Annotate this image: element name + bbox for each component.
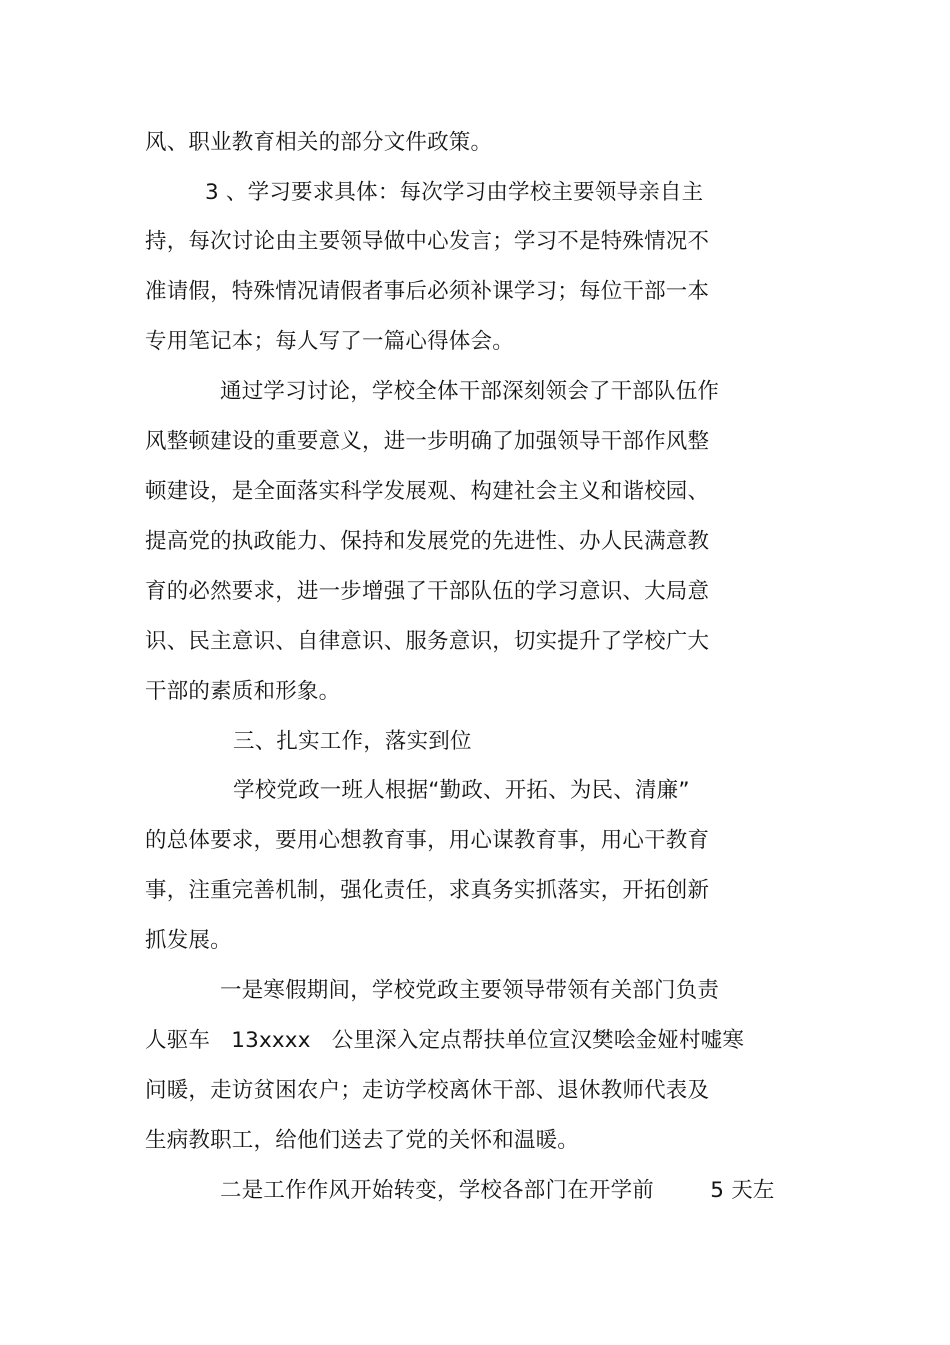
text-line-19: 人驱车 13xxxx 公里深入定点帮扶单位宣汉樊哙金娅村嘘寒 <box>145 1028 745 1053</box>
text-line-5: 专用笔记本；每人写了一篇心得体会。 <box>145 329 514 354</box>
text-line-15: 的总体要求，要用心想教育事，用心谋教育事，用心干教育 <box>145 828 710 853</box>
text-line-17: 抓发展。 <box>145 928 232 953</box>
text-line-1: 风、职业教育相关的部分文件政策。 <box>145 130 493 155</box>
text-line-6: 通过学习讨论，学校全体干部深刻领会了干部队伍作 <box>220 379 720 404</box>
text-line-4: 准请假，特殊情况请假者事后必须补课学习；每位干部一本 <box>145 279 710 304</box>
text-line-10: 育的必然要求，进一步增强了干部队伍的学习意识、大局意 <box>145 579 710 604</box>
text-line-14: 学校党政一班人根据“勤政、开拓、为民、清廉” <box>233 778 690 803</box>
text-line-18: 一是寒假期间，学校党政主要领导带领有关部门负责 <box>220 978 720 1003</box>
text-line-2: 3 、学习要求具体：每次学习由学校主要领导亲自主 <box>205 180 704 205</box>
text-line-12: 干部的素质和形象。 <box>145 679 341 704</box>
text-line-16: 事，注重完善机制，强化责任，求真务实抓落实，开拓创新 <box>145 878 710 903</box>
text-line-20: 问暖，走访贫困农户；走访学校离休干部、退休教师代表及 <box>145 1078 710 1103</box>
section-heading: 三、扎实工作，落实到位 <box>233 729 472 754</box>
text-line-9: 提高党的执政能力、保持和发展党的先进性、办人民满意教 <box>145 529 710 554</box>
text-line-22: 二是工作作风开始转变，学校各部门在开学前 5 天左 <box>220 1178 775 1203</box>
text-line-21: 生病教职工，给他们送去了党的关怀和温暖。 <box>145 1128 580 1153</box>
text-line-3: 持，每次讨论由主要领导做中心发言；学习不是特殊情况不 <box>145 229 710 254</box>
text-line-8: 顿建设，是全面落实科学发展观、构建社会主义和谐校园、 <box>145 479 710 504</box>
text-line-11: 识、民主意识、自律意识、服务意识，切实提升了学校广大 <box>145 629 710 654</box>
text-line-7: 风整顿建设的重要意义，进一步明确了加强领导干部作风整 <box>145 429 710 454</box>
